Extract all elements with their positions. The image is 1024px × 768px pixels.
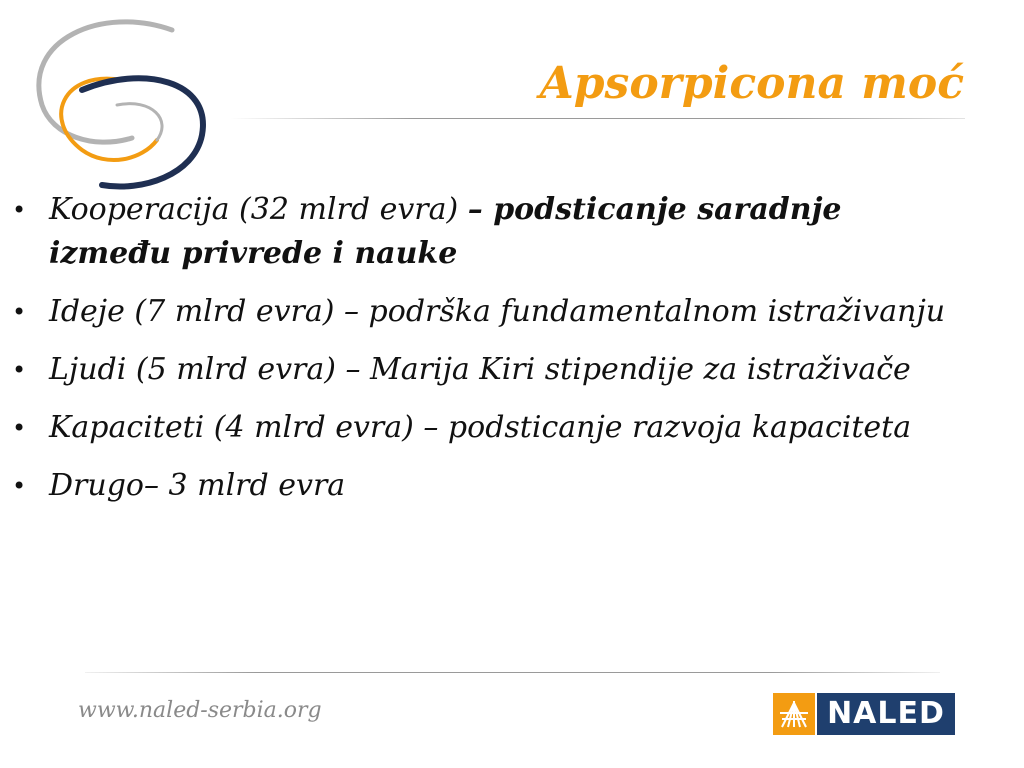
- naled-logo-icon: [773, 693, 955, 735]
- bullet-marker: •: [12, 414, 27, 442]
- naled-mark-icon: [773, 693, 815, 735]
- bullet-marker: •: [12, 356, 27, 384]
- bullet-text: Kapaciteti (4 mlrd evra) – podsticanje razvoja kapaciteta: [49, 410, 912, 445]
- bullet-item-drugo: [0, 464, 960, 508]
- title-divider: [230, 118, 965, 119]
- bullet-text: Drugo– 3 mlrd evra: [49, 468, 346, 503]
- bullet-item-kapaciteti: [0, 406, 960, 450]
- bullet-text: Kooperacija (32 mlrd evra): [49, 192, 468, 227]
- naled-logo-text: NALED: [817, 693, 955, 735]
- swirl-logo-icon: [22, 10, 222, 200]
- slide-title: Apsorpicona moć: [539, 58, 964, 109]
- bullet-item-ljudi: [0, 348, 960, 392]
- bullet-item-ideje: [0, 290, 960, 334]
- bullet-marker: •: [12, 196, 27, 224]
- bullet-marker: •: [12, 472, 27, 500]
- bullet-text: Ljudi (5 mlrd evra) – Marija Kiri stipendije za istraživače: [49, 352, 911, 387]
- bullet-list: [0, 188, 1024, 522]
- footer-divider: [85, 672, 940, 673]
- bullet-text: Ideje (7 mlrd evra) – podrška fundamentalnom istraživanju: [49, 294, 946, 329]
- bullet-marker: •: [12, 298, 27, 326]
- footer-website-link[interactable]: www.naled-serbia.org: [78, 698, 322, 723]
- bullet-item-kooperacija: [0, 188, 960, 276]
- bullet-text-bold: – podsticanje saradnje između privrede i nauke: [49, 192, 842, 271]
